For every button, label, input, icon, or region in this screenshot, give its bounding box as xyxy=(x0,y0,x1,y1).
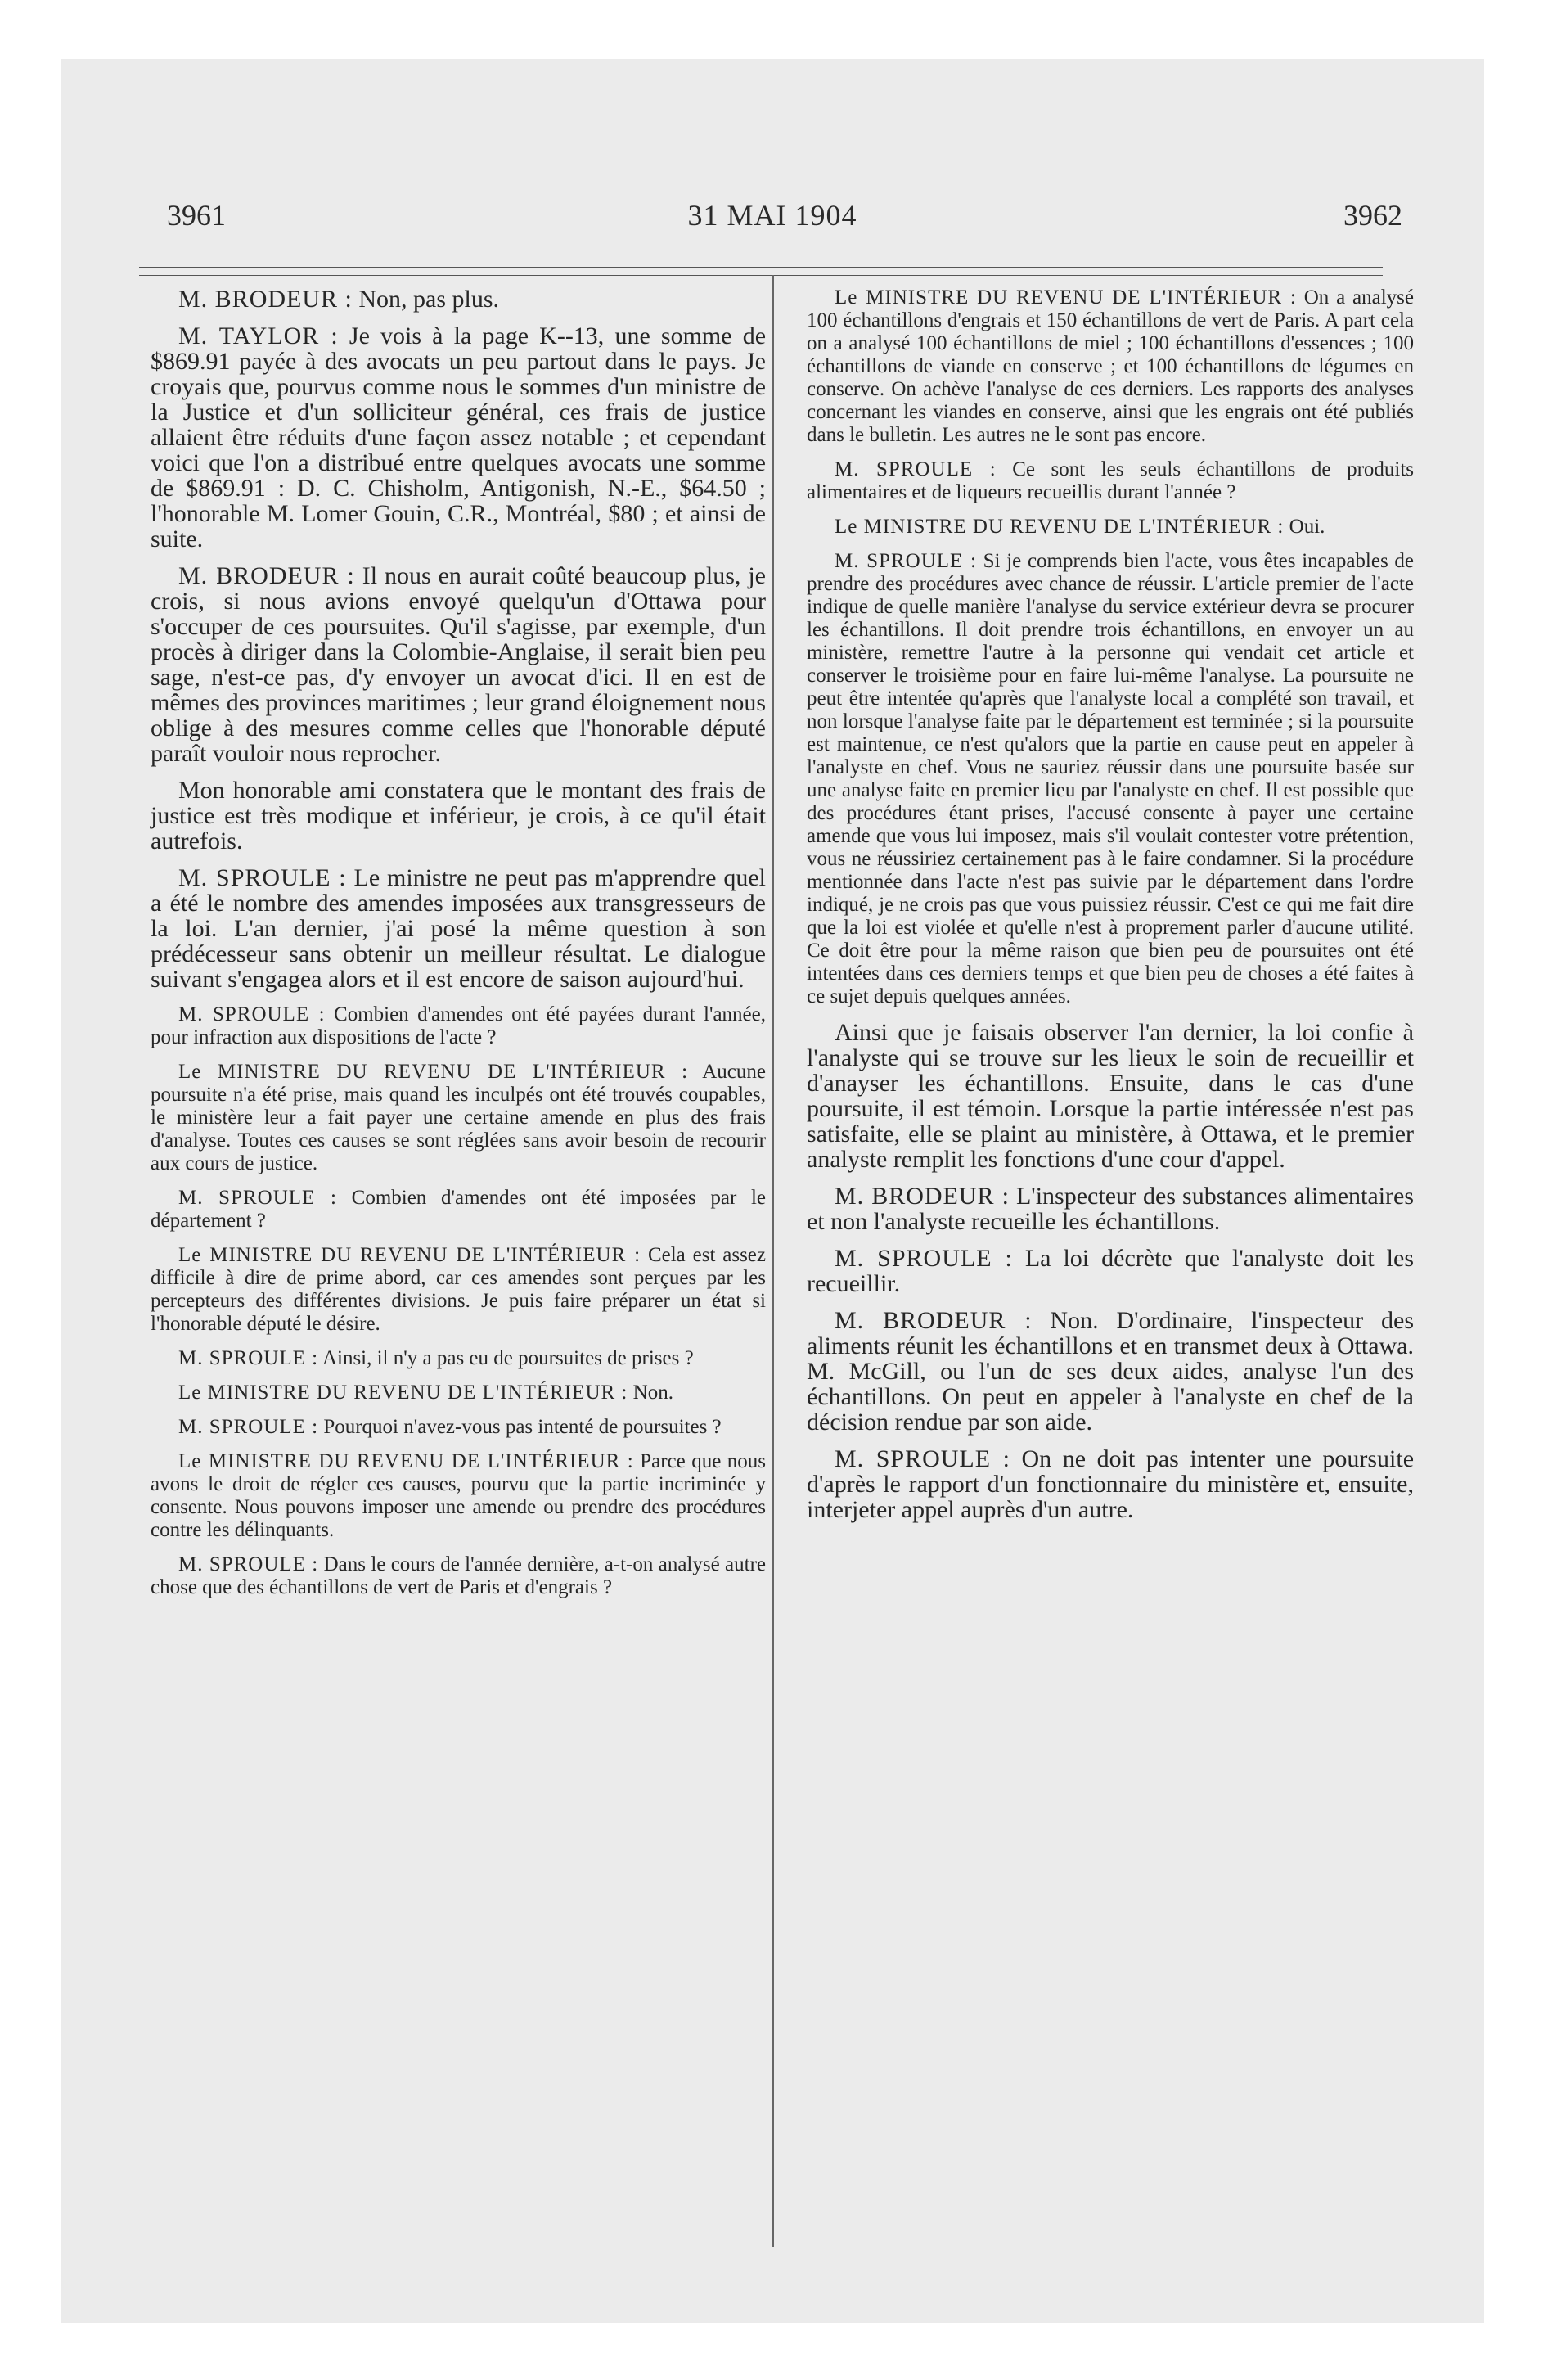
paragraph xyxy=(151,1244,766,1336)
paragraph xyxy=(151,1450,766,1542)
paragraph xyxy=(151,1382,766,1404)
paragraph xyxy=(151,778,766,854)
speaker-name: M. BRODEUR : xyxy=(178,286,353,313)
paragraph xyxy=(807,1308,1414,1435)
paragraph xyxy=(151,1061,766,1175)
paragraph xyxy=(807,1020,1414,1172)
speaker-name: M. SPROULE : xyxy=(178,1416,319,1438)
speaker-name: M. SPROULE : xyxy=(178,1553,319,1575)
speech-text: L'inspecteur des substances alimentaires et non l'analyste recueille les échantillons. xyxy=(807,1183,1415,1235)
speaker-name: M. BRODEUR : xyxy=(835,1183,1010,1210)
speech-text: Cela est assez difficile à dire de prime abord, car ces amendes sont perçues par les percepteurs des différentes divisions. Je puis faire préparer un état si l'honorable député le désire. xyxy=(151,1244,766,1335)
speaker-name: M. SPROULE : xyxy=(835,1245,1013,1272)
paragraph xyxy=(151,323,766,552)
left-column xyxy=(151,286,766,1611)
speech-text: Aucune poursuite n'a été prise, mais quand les inculpés ont été trouvés coupables, le ministère leur a fait payer une certaine amende en plus des frais d'analyse. Toutes ces causes se sont réglées sans avoir besoin de recourir aux cours de justice. xyxy=(151,1061,766,1174)
paragraph xyxy=(807,550,1414,1008)
paragraph xyxy=(807,1183,1414,1234)
paragraph xyxy=(151,1347,766,1370)
speech-text: La loi décrète que l'analyste doit les recueillir. xyxy=(807,1245,1414,1297)
speaker-name: Le MINISTRE DU REVENU DE L'INTÉRIEUR : xyxy=(835,516,1285,538)
paragraph xyxy=(151,1187,766,1233)
header-rule xyxy=(139,267,1383,268)
speaker-name: M. SPROULE : xyxy=(835,458,997,480)
speaker-name: Le MINISTRE DU REVENU DE L'INTÉRIEUR : xyxy=(178,1450,634,1472)
speech-text: Ainsi, il n'y a pas eu de poursuites de prises ? xyxy=(322,1347,694,1369)
speech-text: Ainsi que je faisais observer l'an dernier, la loi confie à l'analyste qui se trouve sur les lieux le soin de recueillir et d'anayser les échantillons. Ensuite, dans le cas d'une poursuite, il est témoin. Lorsque la partie intéressée n'est pas satisfaite, elle se plaint au ministère, à Ottawa, et le premier analyste remplit les fonctions d'une cour d'appel. xyxy=(807,1019,1414,1173)
speaker-name: M. SPROULE : xyxy=(835,550,977,572)
speech-text: Mon honorable ami constatera que le montant des frais de justice est très modique et inférieur, je crois, à ce qu'il était autrefois. xyxy=(151,777,766,854)
speech-text: Non. xyxy=(632,1382,673,1404)
column-divider xyxy=(772,275,774,2247)
speech-text: Ce sont les seuls échantillons de produits alimentaires et de liqueurs recueillis durant l'année ? xyxy=(807,458,1415,503)
right-column xyxy=(807,286,1414,1534)
speech-text: Le ministre ne peut pas m'apprendre quel a été le nombre des amendes imposées aux transgresseurs de la loi. L'an dernier, j'ai posé la même question à son prédécesseur sans obtenir un meilleur résultat. Le dialogue suivant s'engagea alors et il est encore de saison aujourd'hui. xyxy=(151,864,767,993)
speech-text: Parce que nous avons le droit de régler ces causes, pourvu que la partie incriminée y consente. Nous pouvons imposer une amende ou prendre des procédures contre les délinquants. xyxy=(151,1450,767,1541)
speaker-name: M. BRODEUR : xyxy=(835,1307,1033,1334)
speaker-name: Le MINISTRE DU REVENU DE L'INTÉRIEUR : xyxy=(178,1244,641,1266)
speech-text: Je vois à la page K--13, une somme de $869.91 payée à des avocats un peu partout dans le pays. Je croyais que, pourvus comme nous le sommes d'un ministre de la Justice et d'un solliciteur général, ces frais de justice allaient être réduits d'une façon assez notable ; et cependant voici que l'on a distribué entre quelques avocats une somme de $869.91 : D. C. Chisholm, Antigonish, N.-E., $64.50 ; l'honorable M. Lomer Gouin, C.R., Montréal, $80 ; et ainsi de suite. xyxy=(151,322,767,552)
speaker-name: M. BRODEUR : xyxy=(178,562,355,589)
speech-text: Dans le cours de l'année dernière, a-t-on analysé autre chose que des échantillons de vert de Paris et d'engrais ? xyxy=(151,1553,766,1598)
speech-text: Il nous en aurait coûté beaucoup plus, je crois, si nous avions envoyé quelqu'un d'Ottawa pour s'occuper de ces poursuites. Qu'il s'agisse, par exemple, d'un procès à diriger dans la Colombie-Anglaise, il serait bien peu sage, n'est-ce pas, d'y envoyer un avocat d'ici. Il en est de mêmes des provinces maritimes ; leur grand éloignement nous oblige à des mesures comme celles que l'honorable député paraît vouloir nous reprocher. xyxy=(151,562,766,767)
speaker-name: Le MINISTRE DU REVENU DE L'INTÉRIEUR : xyxy=(178,1061,689,1083)
page-header xyxy=(142,198,1402,247)
speech-text: Si je comprends bien l'acte, vous êtes incapables de prendre des procédures avec chance de réussir. L'article premier de l'acte indique de quelle manière l'analyse du service extérieur devra se procurer les échantillons. Il doit prendre trois échantillons, en envoyer un au ministère, remettre l'autre à la personne qui vendait cet article et conserver le troisième pour en faire lui-même l'analyse. La poursuite ne peut être intentée qu'après que l'analyste local a complété son travail, et non lorsque l'analyse faite par le département est terminée ; si la poursuite est maintenue, ce n'est qu'alors que la partie en cause peut en appeler à l'analyste en chef. Vous ne sauriez réussir dans une poursuite basée sur une analyse faite en premier lieu par l'analyste en chef. Il est possible que des procédures étant prises, l'accusé consente à payer une certaine amende que vous lui imposez, mais s'il voulait contester votre prétention, vous ne réussiriez certainement pas à le faire condamner. Si la procédure mentionnée dans l'acte n'est pas suivie par le département dans l'ordre indiqué, je ne crois pas que vous puissiez réussir. C'est ce qui me fait dire que la loi est violée et qu'elle n'est à proprement parler d'aucune utilité. Ce doit être pour la même raison que bien peu de poursuites ont été intentées dans ces derniers temps et que bien peu de choses a été faites à ce sujet depuis quelques années. xyxy=(807,550,1414,1007)
speaker-name: M. SPROULE : xyxy=(178,1187,337,1209)
speech-text: Non, pas plus. xyxy=(358,286,500,313)
speech-text: Combien d'amendes ont été payées durant l'année, pour infraction aux dispositions de l'acte ? xyxy=(151,1003,766,1048)
paragraph xyxy=(151,286,766,312)
page-number-left: 3961 xyxy=(167,199,226,232)
speaker-name: M. SPROULE : xyxy=(178,1347,319,1369)
speech-text: On ne doit pas intenter une poursuite d'après le rapport d'un fonctionnaire du ministère et, ensuite, interjeter appel auprès d'un autre. xyxy=(807,1445,1415,1523)
speech-text: Combien d'amendes ont été imposées par le département ? xyxy=(151,1187,766,1232)
paragraph xyxy=(151,865,766,992)
page-number-right: 3962 xyxy=(1343,199,1402,232)
header-rule-thin xyxy=(139,275,1383,276)
speech-text: Pourquoi n'avez-vous pas intenté de poursuites ? xyxy=(323,1416,722,1438)
paragraph xyxy=(807,1246,1414,1296)
paragraph xyxy=(807,458,1414,504)
page-date: 31 MAI 1904 xyxy=(687,199,857,232)
paragraph xyxy=(151,1553,766,1599)
paragraph xyxy=(151,563,766,766)
paragraph xyxy=(807,516,1414,539)
paragraph xyxy=(151,1416,766,1439)
speaker-name: M. TAYLOR : xyxy=(178,322,339,349)
speech-text: Oui. xyxy=(1289,516,1325,538)
paragraph xyxy=(807,286,1414,447)
paragraph xyxy=(807,1446,1414,1522)
speaker-name: Le MINISTRE DU REVENU DE L'INTÉRIEUR : xyxy=(835,286,1297,309)
speaker-name: Le MINISTRE DU REVENU DE L'INTÉRIEUR : xyxy=(178,1382,628,1404)
speaker-name: M. SPROULE : xyxy=(178,1003,326,1025)
speaker-name: M. SPROULE : xyxy=(835,1445,1010,1472)
speech-text: On a analysé 100 échantillons d'engrais et 150 échantillons de vert de Paris. A part cela on a analysé 100 échantillons de miel ; 100 échantillons d'essences ; 100 échantillons de viande en conserve ; et 100 échantillons de légumes en conserve. On achève l'analyse de ces derniers. Les rapports des analyses concernant les viandes en conserve, ainsi que les engrais ont été publiés dans le bulletin. Les autres ne le sont pas encore. xyxy=(807,286,1414,446)
paragraph xyxy=(151,1003,766,1049)
speech-text: Non. D'ordinaire, l'inspecteur des aliments réunit les échantillons et en transmet deux à Ottawa. M. McGill, ou l'un de ses deux aides, analyse l'un des échantillons. On peut en appeler à l'analyste en chef de la décision rendue par son aide. xyxy=(807,1307,1415,1436)
speaker-name: M. SPROULE : xyxy=(178,864,347,891)
